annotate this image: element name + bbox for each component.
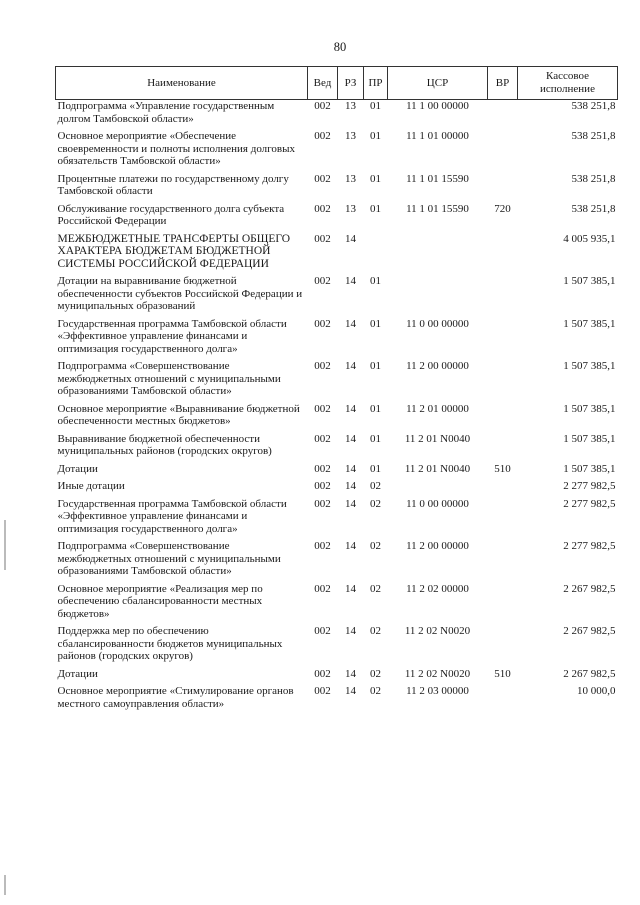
row-csr: 11 2 01 N0040 <box>404 462 471 475</box>
row-pr: 01 <box>370 432 381 445</box>
row-sum: 2 277 982,5 <box>563 480 616 492</box>
row-rz: 14 <box>345 317 356 330</box>
row-ved: 002 <box>314 667 331 680</box>
row-csr: 11 1 01 15590 <box>406 172 469 185</box>
row-csr: 11 1 01 00000 <box>406 130 469 142</box>
row-pr: 02 <box>370 497 381 510</box>
row-ved: 002 <box>314 625 331 637</box>
row-pr: 02 <box>370 480 381 492</box>
table-row <box>56 540 618 583</box>
table-row <box>56 100 618 131</box>
margin-scan-mark <box>4 875 6 895</box>
row-vr <box>488 275 518 318</box>
table-row <box>56 203 618 233</box>
row-csr: 11 2 02 00000 <box>406 582 469 595</box>
row-pr: 01 <box>370 360 381 372</box>
row-vr: 510 <box>494 667 511 680</box>
row-rz: 14 <box>345 540 356 552</box>
row-sum: 2 277 982,5 <box>563 497 616 510</box>
row-ved: 002 <box>314 130 331 142</box>
row-pr: 01 <box>370 275 381 287</box>
row-rz: 14 <box>345 685 356 697</box>
row-sum: 1 507 385,1 <box>563 462 616 475</box>
row-pr <box>364 233 388 276</box>
row-sum: 10 000,0 <box>577 685 616 697</box>
header-name: Наименование <box>56 67 308 100</box>
row-vr <box>488 318 518 361</box>
row-csr: 11 2 02 N0020 <box>404 625 471 637</box>
row-sum: 2 267 982,5 <box>563 667 616 680</box>
row-name: МЕЖБЮДЖЕТНЫЕ ТРАНСФЕРТЫ ОБЩЕГО ХАРАКТЕРА БЮДЖЕТАМ БЮДЖЕТНОЙ СИСТЕМЫ РОССИЙСКОЙ ФЕДЕРАЦИИ <box>57 232 291 270</box>
row-rz: 14 <box>345 625 356 637</box>
row-name: Подпрограмма «Управление государственным долгом Тамбовской области» <box>57 100 275 125</box>
row-vr <box>488 433 518 463</box>
row-rz: 14 <box>345 232 356 245</box>
table-row <box>56 318 618 361</box>
row-pr: 01 <box>370 462 381 475</box>
row-rz: 13 <box>345 202 356 215</box>
row-csr: 11 0 00 00000 <box>406 317 469 330</box>
table-row <box>56 360 618 403</box>
row-ved: 002 <box>314 317 331 330</box>
header-sum: Кассовое исполнение <box>518 67 618 100</box>
row-name: Государственная программа Тамбовской области «Эффективное управление финансами и оптимизация государственного долга» <box>57 497 287 535</box>
row-sum: 538 251,8 <box>571 130 616 142</box>
row-ved: 002 <box>314 497 331 510</box>
row-pr: 02 <box>370 582 381 595</box>
row-vr <box>488 583 518 626</box>
table-row <box>56 498 618 541</box>
row-csr: 11 1 01 15590 <box>406 202 469 215</box>
table-row <box>56 625 618 668</box>
row-name: Дотации на выравнивание бюджетной обеспеченности субъектов Российской Федерации и муниципальных образований <box>57 275 303 312</box>
row-sum: 1 507 385,1 <box>563 432 616 445</box>
row-sum: 4 005 935,1 <box>563 232 616 245</box>
row-vr <box>488 173 518 203</box>
row-rz: 13 <box>345 172 356 185</box>
row-pr: 02 <box>370 667 381 680</box>
row-pr: 01 <box>370 202 381 215</box>
row-pr: 01 <box>370 317 381 330</box>
row-name: Основное мероприятие «Обеспечение своевременности и полноты исполнения долговых обязательств Тамбовской области» <box>57 130 295 167</box>
budget-execution-table <box>55 66 618 715</box>
row-csr <box>388 275 488 318</box>
table-row <box>56 583 618 626</box>
row-csr: 11 2 03 00000 <box>406 685 469 697</box>
table-row <box>56 480 618 498</box>
row-ved: 002 <box>314 232 331 245</box>
row-rz: 14 <box>345 480 356 492</box>
row-name: Подпрограмма «Совершенствование межбюджетных отношений с муниципальными образованиями Тамбовской области» <box>57 540 281 577</box>
row-name: Дотации <box>57 462 98 475</box>
row-vr <box>488 130 518 173</box>
row-rz: 14 <box>345 582 356 595</box>
row-csr: 11 1 00 00000 <box>406 100 469 112</box>
row-ved: 002 <box>314 202 331 215</box>
row-pr: 01 <box>370 130 381 142</box>
table-row <box>56 130 618 173</box>
row-sum: 1 507 385,1 <box>563 275 616 287</box>
row-rz: 13 <box>345 130 356 142</box>
row-sum: 538 251,8 <box>571 202 616 215</box>
row-vr <box>488 233 518 276</box>
table-row <box>56 403 618 433</box>
row-ved: 002 <box>314 360 331 372</box>
header-csr: ЦСР <box>388 67 488 100</box>
row-csr: 11 2 00 00000 <box>406 360 469 372</box>
row-rz: 14 <box>345 462 356 475</box>
row-ved: 002 <box>314 172 331 185</box>
row-csr <box>388 233 488 276</box>
header-vr: ВР <box>488 67 518 100</box>
header-rz: РЗ <box>338 67 364 100</box>
row-vr <box>488 498 518 541</box>
row-pr: 02 <box>370 540 381 552</box>
row-name: Иные дотации <box>57 480 125 492</box>
row-pr: 02 <box>370 685 381 697</box>
row-vr <box>488 625 518 668</box>
row-name: Подпрограмма «Совершенствование межбюджетных отношений с муниципальными образованиями Тамбовской области» <box>57 360 281 397</box>
table-header <box>56 67 618 100</box>
row-vr <box>488 360 518 403</box>
row-vr <box>488 540 518 583</box>
row-pr: 01 <box>370 100 381 112</box>
table-row <box>56 685 618 715</box>
row-ved: 002 <box>314 100 331 112</box>
row-name: Поддержка мер по обеспечению сбалансированности бюджетов муниципальных районов (городских округов) <box>57 625 283 662</box>
row-ved: 002 <box>314 685 331 697</box>
row-sum: 2 277 982,5 <box>563 540 616 552</box>
row-name: Основное мероприятие «Выравнивание бюджетной обеспеченности местных бюджетов» <box>57 402 300 427</box>
row-csr: 11 2 01 00000 <box>406 402 469 415</box>
row-pr: 02 <box>370 625 381 637</box>
table-body <box>56 100 618 716</box>
row-rz: 14 <box>345 402 356 415</box>
row-vr <box>488 480 518 498</box>
row-name: Процентные платежи по государственному долгу Тамбовской области <box>57 172 289 197</box>
table-row <box>56 275 618 318</box>
margin-scan-mark <box>4 520 6 570</box>
row-name: Государственная программа Тамбовской области «Эффективное управление финансами и оптимизация государственного долга» <box>57 317 287 355</box>
row-sum: 538 251,8 <box>571 100 616 112</box>
row-ved: 002 <box>314 462 331 475</box>
row-vr <box>488 403 518 433</box>
row-sum: 2 267 982,5 <box>563 625 616 637</box>
row-vr: 720 <box>494 202 511 215</box>
row-rz: 14 <box>345 275 356 287</box>
table-row <box>56 433 618 463</box>
header-pr: ПР <box>364 67 388 100</box>
table-row <box>56 173 618 203</box>
row-vr <box>488 685 518 715</box>
table-row <box>56 463 618 481</box>
row-vr <box>488 100 518 131</box>
table-row <box>56 668 618 686</box>
row-csr <box>388 480 488 498</box>
row-csr: 11 2 01 N0040 <box>404 432 471 445</box>
row-vr: 510 <box>494 462 511 475</box>
row-rz: 13 <box>345 100 356 112</box>
row-name: Основное мероприятие «Стимулирование органов местного самоуправления области» <box>57 685 294 710</box>
row-sum: 2 267 982,5 <box>563 582 616 595</box>
row-pr: 01 <box>370 172 381 185</box>
row-sum: 538 251,8 <box>571 172 616 185</box>
row-ved: 002 <box>314 540 331 552</box>
row-ved: 002 <box>314 275 331 287</box>
row-ved: 002 <box>314 432 331 445</box>
row-pr: 01 <box>370 402 381 415</box>
row-name: Дотации <box>57 667 98 680</box>
page-number: 80 <box>333 40 347 54</box>
row-csr: 11 2 02 N0020 <box>404 667 471 680</box>
row-name: Обслуживание государственного долга субъекта Российской Федерации <box>57 202 285 227</box>
row-name: Основное мероприятие «Реализация мер по обеспечению сбалансированности местных бюджетов» <box>57 582 263 620</box>
row-sum: 1 507 385,1 <box>563 317 616 330</box>
row-sum: 1 507 385,1 <box>563 402 616 415</box>
row-csr: 11 2 00 00000 <box>406 540 469 552</box>
row-ved: 002 <box>314 480 331 492</box>
row-name: Выравнивание бюджетной обеспеченности муниципальных районов (городских округов) <box>57 432 272 457</box>
table-row <box>56 233 618 276</box>
row-rz: 14 <box>345 432 356 445</box>
row-rz: 14 <box>345 497 356 510</box>
row-csr: 11 0 00 00000 <box>406 497 469 510</box>
row-ved: 002 <box>314 582 331 595</box>
row-ved: 002 <box>314 402 331 415</box>
row-rz: 14 <box>345 360 356 372</box>
header-ved: Вед <box>308 67 338 100</box>
row-sum: 1 507 385,1 <box>563 360 616 372</box>
row-rz: 14 <box>345 667 356 680</box>
